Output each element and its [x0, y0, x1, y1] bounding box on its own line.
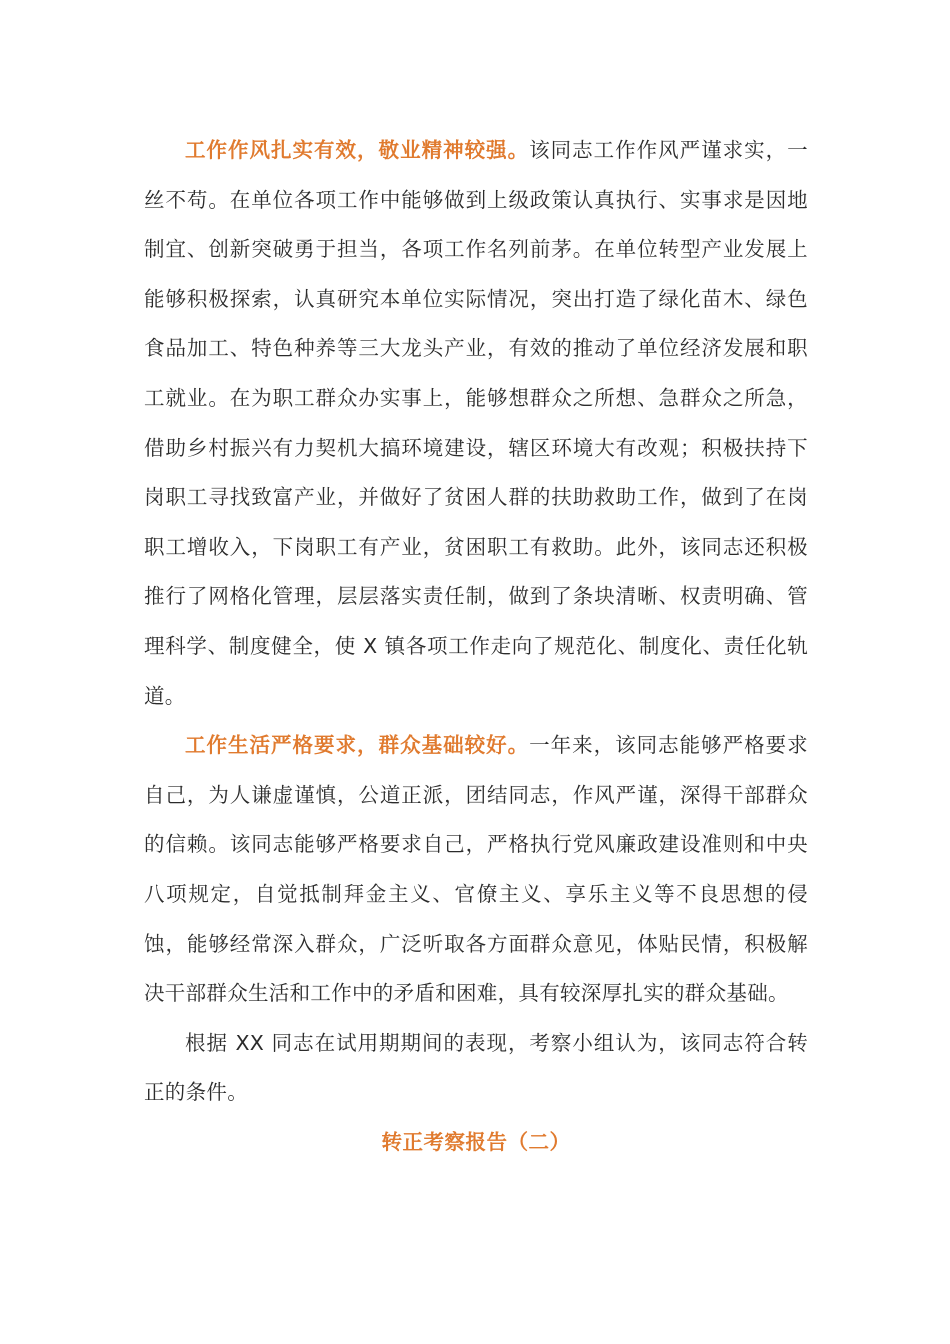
- paragraph-body-text: 一年来，该同志能够严格要求自己，为人谦虚谨慎，公道正派，团结同志，作风严谨，深得干部群众的信赖。该同志能够严格要求自己，严格执行党风廉政建设准则和中央八项规定，自觉抵制拜金主义、官僚主义、享乐主义等不良思想的侵蚀，能够经常深入群众，广泛听取各方面群众意见，体贴民情，积极解决干部群众生活和工作中的矛盾和困难，具有较深厚扎实的群众基础。: [144, 733, 808, 1006]
- paragraph-work-style: [144, 126, 808, 721]
- document-page: [144, 126, 808, 1167]
- paragraph-body-text: 该同志工作作风严谨求实，一丝不苟。在单位各项工作中能够做到上级政策认真执行、实事求是因地制宜、创新突破勇于担当，各项工作名列前茅。在单位转型产业发展上能够积极探索，认真研究本单位实际情况，突出打造了绿化苗木、绿色食品加工、特色种养等三大龙头产业，有效的推动了单位经济发展和职工就业。在为职工群众办实事上，能够想群众之所想、急群众之所急，借助乡村振兴有力契机大搞环境建设，辖区环境大有改观；积极扶持下岗职工寻找致富产业，并做好了贫困人群的扶助救助工作，做到了在岗职工增收入，下岗职工有产业，贫困职工有救助。此外，该同志还积极推行了网格化管理，层层落实责任制，做到了条块清晰、权责明确、管理科学、制度健全，使 X 镇各项工作走向了规范化、制度化、责任化轨道。: [144, 138, 808, 708]
- paragraph-lead-heading: 工作生活严格要求，群众基础较好。: [185, 733, 530, 758]
- paragraph-body-text: 根据 XX 同志在试用期期间的表现，考察小组认为，该同志符合转正的条件。: [144, 1030, 808, 1105]
- section-title: 转正考察报告（二）: [381, 1129, 571, 1154]
- paragraph-conclusion: [144, 1019, 808, 1118]
- paragraph-lead-heading: 工作作风扎实有效，敬业精神较强。: [185, 138, 530, 162]
- paragraph-life-requirements: [144, 721, 808, 1019]
